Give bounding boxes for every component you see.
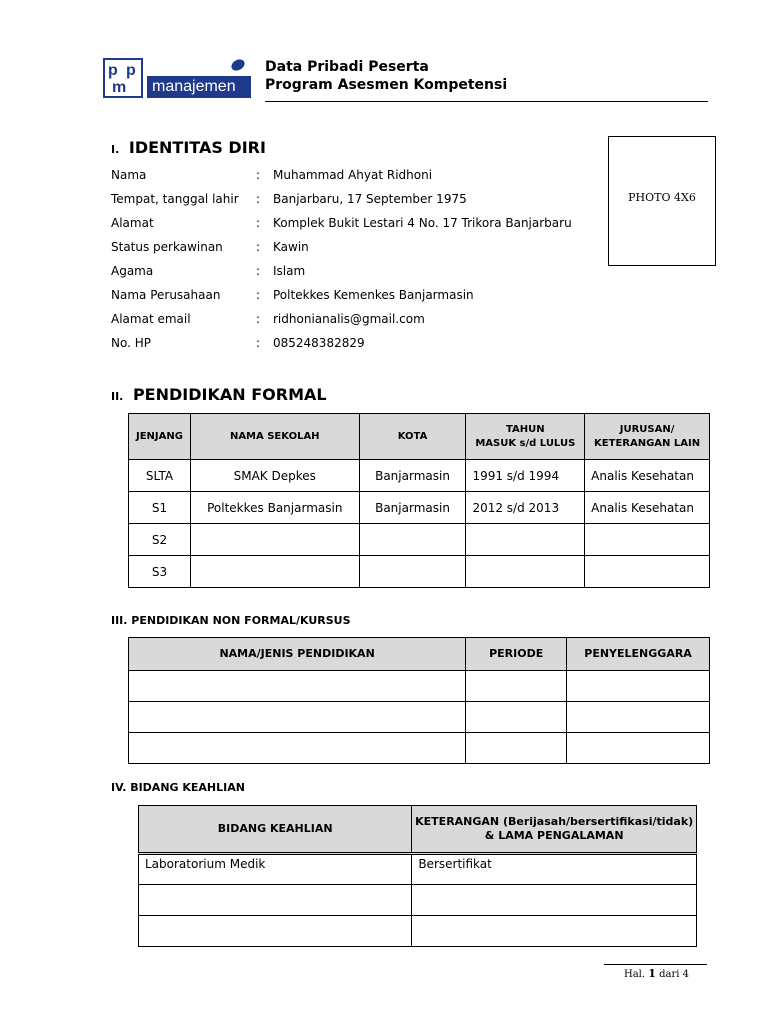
page-current: 1 bbox=[648, 967, 656, 980]
field-value: Islam bbox=[273, 264, 306, 278]
page-number bbox=[624, 967, 689, 980]
bidang-keahlian-table bbox=[138, 805, 697, 947]
table-header-row bbox=[129, 638, 710, 671]
table-row bbox=[139, 916, 697, 947]
field-value: Kawin bbox=[273, 240, 309, 254]
column-header-jurusan bbox=[585, 414, 710, 460]
field-row-email bbox=[111, 309, 591, 329]
table-cell: Poltekkes Banjarmasin bbox=[190, 492, 359, 524]
field-colon: : bbox=[256, 264, 261, 278]
field-row-hp bbox=[111, 333, 591, 353]
table-header-row bbox=[129, 414, 710, 460]
logo-letter-p1: p bbox=[108, 62, 118, 79]
table-cell bbox=[466, 524, 585, 556]
field-colon: : bbox=[256, 216, 261, 230]
section-number: I. bbox=[111, 143, 120, 156]
table-cell: S1 bbox=[129, 492, 191, 524]
section-title: PENDIDIKAN FORMAL bbox=[132, 385, 327, 404]
table-row bbox=[129, 702, 710, 733]
table-cell: Analis Kesehatan bbox=[585, 460, 710, 492]
field-row-status bbox=[111, 237, 591, 257]
table-row bbox=[129, 733, 710, 764]
field-label: Nama Perusahaan bbox=[111, 288, 221, 302]
field-value: Komplek Bukit Lestari 4 No. 17 Trikora Banjarbaru bbox=[273, 216, 572, 230]
column-header: PENYELENGGARA bbox=[567, 638, 710, 671]
table-row bbox=[129, 556, 710, 588]
field-value: 085248382829 bbox=[273, 336, 365, 350]
field-colon: : bbox=[256, 168, 261, 182]
photo-placeholder bbox=[608, 136, 716, 266]
column-header: JENJANG bbox=[129, 414, 191, 460]
table-cell bbox=[190, 524, 359, 556]
section-non-formal-heading: III. PENDIDIKAN NON FORMAL/KURSUS bbox=[111, 614, 351, 627]
table-cell bbox=[129, 733, 466, 764]
field-label: Status perkawinan bbox=[111, 240, 223, 254]
header-divider bbox=[265, 101, 708, 102]
field-row-nama bbox=[111, 165, 591, 185]
field-colon: : bbox=[256, 240, 261, 254]
page-prefix: Hal. bbox=[624, 969, 646, 980]
table-cell bbox=[466, 733, 567, 764]
section-bidang-keahlian-heading: IV. BIDANG KEAHLIAN bbox=[111, 781, 245, 794]
table-row bbox=[129, 460, 710, 492]
column-header-line: KETERANGAN LAIN bbox=[594, 437, 701, 449]
column-header-line: & LAMA PENGALAMAN bbox=[484, 829, 624, 842]
table-cell: Laboratorium Medik bbox=[139, 854, 412, 885]
table-cell bbox=[466, 556, 585, 588]
field-colon: : bbox=[256, 288, 261, 302]
pendidikan-formal-table bbox=[128, 413, 710, 588]
column-header-line: MASUK s/d LULUS bbox=[475, 437, 576, 449]
field-value: Muhammad Ahyat Ridhoni bbox=[273, 168, 433, 182]
page-suffix: dari 4 bbox=[659, 969, 689, 980]
logo-brand-text: manajemen bbox=[147, 76, 251, 98]
table-cell: Banjarmasin bbox=[359, 460, 466, 492]
field-label: Alamat bbox=[111, 216, 154, 230]
ppm-manajemen-logo bbox=[103, 58, 250, 98]
column-header: KOTA bbox=[359, 414, 466, 460]
table-row bbox=[139, 885, 697, 916]
column-header-tahun bbox=[466, 414, 585, 460]
table-cell: Banjarmasin bbox=[359, 492, 466, 524]
table-cell bbox=[567, 671, 710, 702]
table-row bbox=[139, 854, 697, 885]
logo-letter-p2: p bbox=[126, 62, 136, 79]
field-row-perusahaan bbox=[111, 285, 591, 305]
field-value: ridhonianalis@gmail.com bbox=[273, 312, 425, 326]
field-label: Agama bbox=[111, 264, 154, 278]
table-header-row bbox=[139, 806, 697, 854]
table-cell bbox=[466, 702, 567, 733]
document-title bbox=[265, 58, 507, 94]
table-cell bbox=[412, 885, 697, 916]
table-cell: 2012 s/d 2013 bbox=[466, 492, 585, 524]
column-header: PERIODE bbox=[466, 638, 567, 671]
field-row-alamat bbox=[111, 213, 591, 233]
field-colon: : bbox=[256, 336, 261, 350]
table-cell bbox=[129, 702, 466, 733]
field-value: Banjarbaru, 17 September 1975 bbox=[273, 192, 467, 206]
table-cell bbox=[139, 916, 412, 947]
field-row-ttl bbox=[111, 189, 591, 209]
column-header: BIDANG KEAHLIAN bbox=[139, 806, 412, 854]
table-cell bbox=[585, 556, 710, 588]
column-header: NAMA SEKOLAH bbox=[190, 414, 359, 460]
pendidikan-non-formal-table bbox=[128, 637, 710, 764]
table-cell: Analis Kesehatan bbox=[585, 492, 710, 524]
table-cell: Bersertifikat bbox=[412, 854, 697, 885]
footer-divider bbox=[604, 964, 707, 965]
field-label: Nama bbox=[111, 168, 147, 182]
section-pendidikan-formal-heading bbox=[111, 385, 327, 404]
column-header-line: JURUSAN/ bbox=[619, 423, 675, 435]
column-header-line: TAHUN bbox=[505, 423, 545, 435]
column-header-keterangan bbox=[412, 806, 697, 854]
document-title-line1: Data Pribadi Peserta bbox=[265, 59, 429, 75]
column-header: NAMA/JENIS PENDIDIKAN bbox=[129, 638, 466, 671]
section-identitas-heading bbox=[111, 138, 266, 157]
table-cell bbox=[190, 556, 359, 588]
table-cell: S3 bbox=[129, 556, 191, 588]
table-cell: 1991 s/d 1994 bbox=[466, 460, 585, 492]
table-cell: S2 bbox=[129, 524, 191, 556]
photo-label: PHOTO 4X6 bbox=[628, 190, 696, 204]
section-number: II. bbox=[111, 390, 124, 403]
field-colon: : bbox=[256, 192, 261, 206]
table-cell bbox=[359, 524, 466, 556]
table-cell bbox=[139, 885, 412, 916]
logo-swoosh-icon bbox=[229, 57, 246, 73]
section-title: IDENTITAS DIRI bbox=[128, 138, 266, 157]
table-cell bbox=[567, 733, 710, 764]
column-header-line: KETERANGAN (Berijasah/bersertifikasi/tidak) bbox=[415, 815, 694, 828]
table-row bbox=[129, 671, 710, 702]
field-label: Tempat, tanggal lahir bbox=[111, 192, 239, 206]
table-cell bbox=[129, 671, 466, 702]
table-cell bbox=[359, 556, 466, 588]
table-cell: SMAK Depkes bbox=[190, 460, 359, 492]
logo-ppm-box bbox=[103, 58, 143, 98]
field-colon: : bbox=[256, 312, 261, 326]
table-cell bbox=[466, 671, 567, 702]
logo-letter-m: m bbox=[112, 79, 127, 96]
table-cell bbox=[567, 702, 710, 733]
field-label: No. HP bbox=[111, 336, 151, 350]
table-cell bbox=[412, 916, 697, 947]
field-label: Alamat email bbox=[111, 312, 191, 326]
field-value: Poltekkes Kemenkes Banjarmasin bbox=[273, 288, 474, 302]
field-row-agama bbox=[111, 261, 591, 281]
table-row bbox=[129, 492, 710, 524]
table-cell bbox=[585, 524, 710, 556]
table-row bbox=[129, 524, 710, 556]
document-title-line2: Program Asesmen Kompetensi bbox=[265, 77, 508, 93]
table-cell: SLTA bbox=[129, 460, 191, 492]
